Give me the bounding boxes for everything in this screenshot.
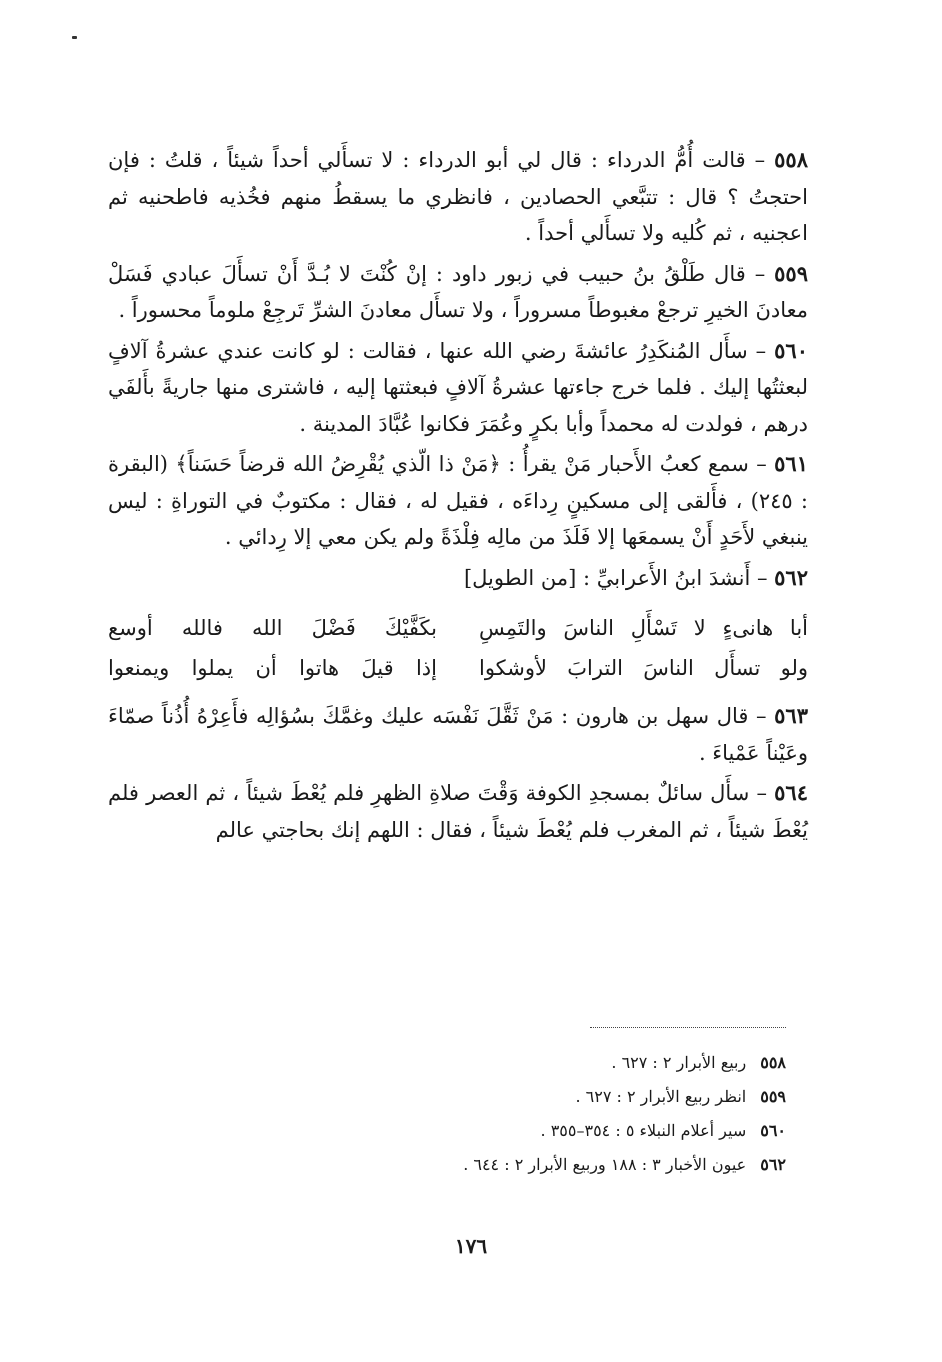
verse-first-half: أبا هانىءٍ لا تَسْأَلِ الناسَ والتَمِسِ xyxy=(479,616,808,640)
verse-second-half: بكَفَّيْكَ فَضْلَ الله فالله أوسع xyxy=(108,616,437,640)
entry-561 xyxy=(108,446,808,556)
verse-2 xyxy=(108,648,808,688)
entry-text: – سأَل سائلٌ بمسجدِ الكوفة وَقْتَ صلاةِ الظهرِ فلم يُعْطَ شيئاً ، ثم العصر فلم يُعْطَ شيئاً ، ثم المغرب فلم يُعْطَ شيئاً ، فقال : اللهم إنك بحاجتي عالم xyxy=(108,781,808,842)
entry-number: ٥٦٢ xyxy=(774,564,808,590)
footnote-text: ربيع الأبرار ٢ : ٦٢٧ . xyxy=(611,1053,747,1072)
footnote-number: ٥٥٨ xyxy=(760,1053,786,1072)
entry-number: ٥٥٩ xyxy=(774,260,808,286)
footnote-559 xyxy=(300,1080,786,1114)
footnote-number: ٥٦٢ xyxy=(760,1155,786,1174)
entry-text: – قال سهل بن هارون : مَنْ ثَقَّلَ نَفْسَه عليك وغمَّكَ بسُؤالِه فأَعِرْهُ أُذُناً صمّاءَ وعَيْناً عَمْياءَ . xyxy=(108,704,808,765)
footnote-separator xyxy=(590,1027,786,1028)
entry-text: – سمع كعبُ الأَحبار مَنْ يقرأُ : ﴿مَنْ ذا الّذي يُقْرِضُ الله قرضاً حَسَناً﴾ (البقرة : ٢٤٥) ، فأَلقى إلى مسكينٍ رِداءَه ، فقيل له ، فقال : مكتوبٌ في التوراةِ : ليس ينبغي لأَحَدٍ أَنْ يسمعَها إلا فَلَذَ من مالِه فِلْذَةً ولم يكن معي إلا رِدائي . xyxy=(108,452,808,549)
entry-text: – أَنشدَ ابنُ الأَعرابيِّ : [من الطويل] xyxy=(463,565,768,590)
verse-first-half: ولو تسأَل الناسَ الترابَ لأوشكوا xyxy=(479,656,808,680)
entry-564 xyxy=(108,775,808,848)
footnote-text: عيون الأخبار ٣ : ١٨٨ وربيع الأبرار ٢ : ٦٤٤ . xyxy=(463,1155,747,1174)
entry-number: ٥٦١ xyxy=(774,451,808,476)
entry-number: ٥٦٣ xyxy=(774,703,808,728)
footnote-560 xyxy=(300,1114,786,1148)
footnote-number: ٥٦٠ xyxy=(760,1121,786,1140)
entry-number: ٥٥٨ xyxy=(774,147,808,172)
entry-number: ٥٦٤ xyxy=(774,780,808,805)
scan-speck xyxy=(72,36,77,39)
footnote-558 xyxy=(300,1046,786,1080)
entry-number: ٥٦٠ xyxy=(774,337,808,363)
verse-second-half: إذا قيلَ هاتوا أن يملوا ويمنعوا xyxy=(108,656,437,680)
entry-text: – قال طَلْقُ بنُ حبيب في زبور داود : إنْ كُنْتَ لا بُـدَّ أَنْ تسأَلَ عبادي فَسَلْ معادنَ الخيرِ ترجعْ مغبوطاً مسروراً ، ولا تسأَل معادنَ الشرِّ تَرجِعْ ملوماً محسوراً . xyxy=(108,261,808,322)
entry-563 xyxy=(108,698,808,771)
footnote-number: ٥٥٩ xyxy=(760,1087,786,1106)
verse-1 xyxy=(108,608,808,648)
entry-559 xyxy=(108,256,808,329)
entry-text: – سأَل المُنكَدِرُ عائشةَ رضي الله عنها ، فقالت : لو كانت عندي عشرةُ آلافٍ لبعثتُها إليك . فلما خرج جاءتها عشرةُ آلافٍ فبعثتها إليه ، فاشترى منها جاريةً بأَلفَي درهم ، فولدت له محمداً وأبا بكرٍ وعُمَرَ فكانوا عُبَّادَ المدينة . xyxy=(108,338,808,436)
entry-562-heading xyxy=(108,560,808,597)
page-number: ١٧٦ xyxy=(454,1234,488,1258)
main-text xyxy=(108,142,808,852)
entry-558 xyxy=(108,142,808,252)
poem xyxy=(108,608,808,688)
entry-560 xyxy=(108,333,808,443)
footnote-text: انظر ربيع الأبرار ٢ : ٦٢٧ . xyxy=(575,1087,747,1106)
entry-text: – قالت أُمُّ الدرداء : قال لي أبو الدرداء : لا تسأَلي أحداً شيئاً ، قلتُ : فإن احتجتُ ؟ قال : تتبَّعي الحصادين ، فانظري ما يسقطُ منهم فخُذيه فاطحنيه ثم اعجنيه ، ثم كُليه ولا تسأَلي أحداً . xyxy=(108,148,808,245)
footnotes xyxy=(300,1046,786,1182)
footnote-text: سير أعلام النبلاء ٥ : ٣٥٤–٣٥٥ . xyxy=(540,1121,747,1140)
footnote-562 xyxy=(300,1148,786,1182)
